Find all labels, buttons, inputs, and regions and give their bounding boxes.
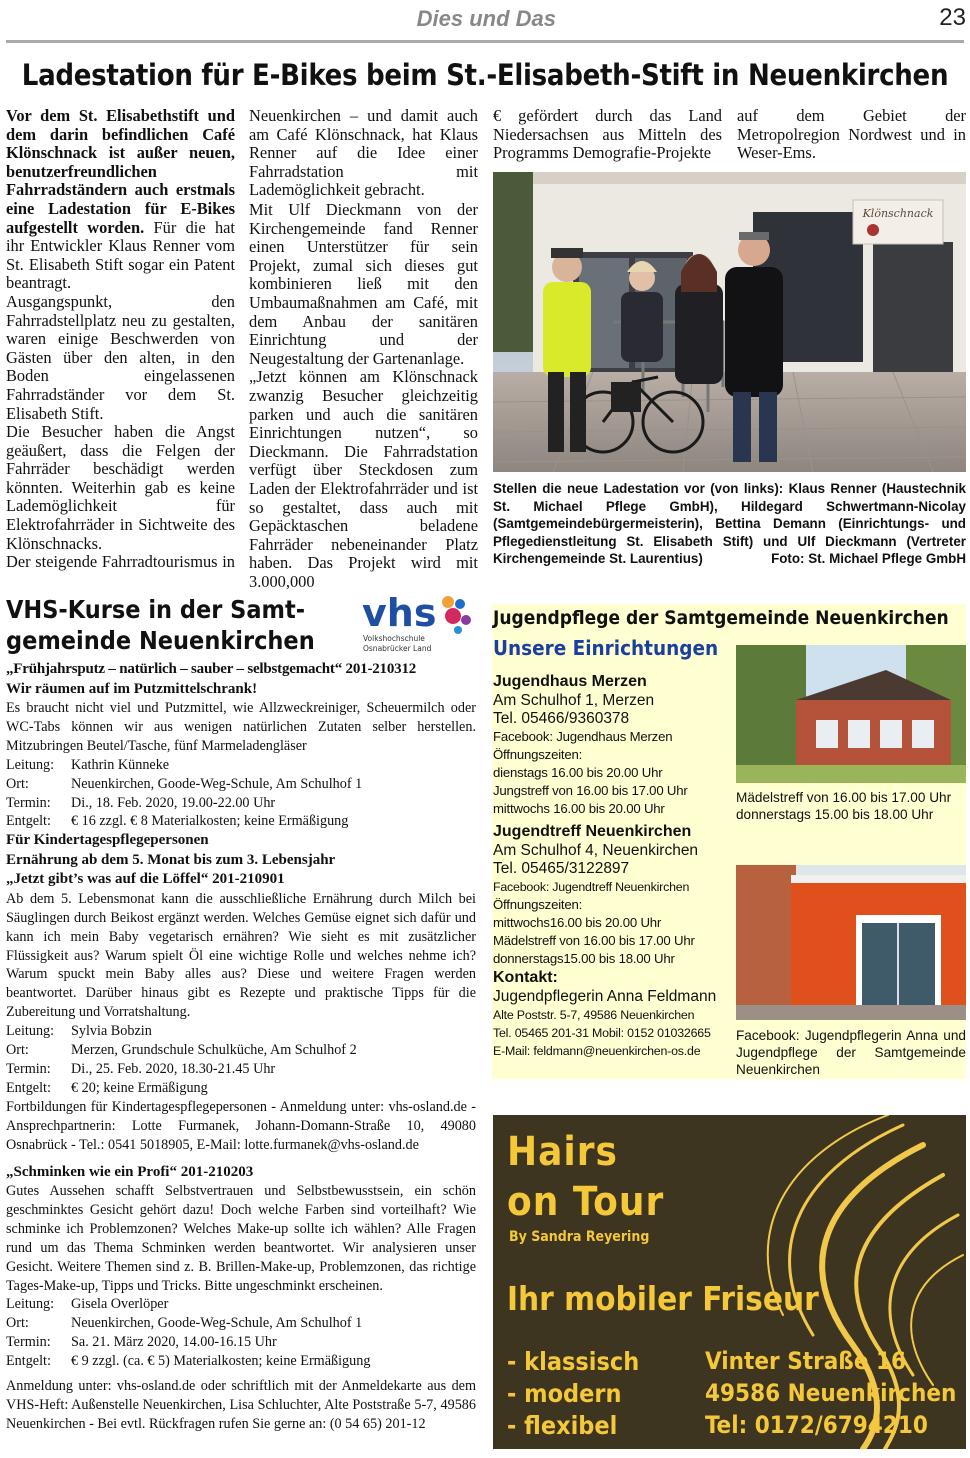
hours-line: mittwochs16.00 bis 20.00 Uhr	[493, 915, 662, 930]
ad-phone: Tel: 0172/6794210	[705, 1411, 928, 1439]
facility-name: Jugendhaus Merzen	[493, 673, 647, 690]
header-divider	[6, 40, 964, 43]
course-details	[6, 756, 362, 832]
ad-bullet: - flexibel	[507, 1411, 618, 1440]
course-heading: „Frühjahrsputz – natürlich – sauber – selbstgemacht“ 201-210312	[6, 661, 417, 677]
contact-label: Kontakt:	[493, 969, 558, 986]
jugendpflege-details	[493, 672, 733, 1060]
photo-caption	[493, 480, 966, 568]
photo-illustration	[736, 645, 966, 783]
detail-value: Di., 25. Feb. 2020, 18.30-21.45 Uhr	[71, 1061, 276, 1077]
article-column-4	[737, 107, 966, 163]
vhs-logo-subtitle: Osnabrücker Land	[363, 644, 432, 653]
ad-headline: Ihr mobiler Friseur	[507, 1279, 819, 1318]
detail-value: € 20; keine Ermäßigung	[71, 1079, 208, 1096]
article-photo	[493, 172, 966, 472]
registration-note: Anmeldung unter: vhs-osland.de oder schriftlich mit der Anmeldekarte aus dem VHS-Heft: Außenstelle Neuenkirchen, Lisa Schluchter, Alte Poststraße 5-7, 49586 Neuenkirchen - Bei evtl. Rückfragen rufen Sie gerne an: (0 54 65) 201-12	[6, 1378, 476, 1432]
photo-illustration	[493, 172, 966, 472]
photo-credit: Foto: St. Michael Pflege GmbH	[771, 551, 966, 567]
course-subheading: „Jetzt gibt’s was auf die Löffel“ 201-210901	[6, 871, 285, 888]
person-3	[675, 254, 723, 384]
contact-name: Jugendpflegerin Anna Feldmann	[493, 988, 717, 1005]
detail-label: Leitung:	[6, 1023, 55, 1040]
article-paragraph: Mit Ulf Dieckmann von der Kirchengemeinde fand Renner einen Unterstützer für sein Projekt, zumal sich dieses gut kombinieren ließ mit den Umbaumaßnahmen am Café, mit dem Anbau der sanitären Einrichtung und der Neugestaltung der Gartenanlage.	[249, 200, 478, 368]
hours-line: dienstags 16.00 bis 20.00 Uhr	[493, 765, 663, 780]
hours-line: Jungstreff von 16.00 bis 17.00 Uhr	[493, 783, 688, 798]
facility-address: Am Schulhof 4, Neuenkirchen	[493, 842, 699, 859]
ad-bullet: - klassisch	[507, 1347, 640, 1376]
detail-value: Sylvia Bobzin	[71, 1023, 152, 1040]
facility-facebook: Facebook: Jugendtreff Neuenkirchen	[493, 880, 690, 894]
hours-line: donnerstags 15.00 bis 18.00 Uhr	[736, 807, 934, 822]
course-subheading: Wir räumen auf im Putzmittelschrank!	[6, 680, 258, 697]
detail-label: Entgelt:	[6, 1353, 51, 1370]
page-number: 23	[939, 4, 966, 31]
article-paragraph: € gefördert durch das Land Niedersachsen aus Mitteln des Programms Demografie-Projekte	[493, 106, 722, 163]
contact-facebook: Facebook: Jugendpflegerin Anna und Jugendpflege der Samtgemeinde Neuenkirchen	[736, 1028, 966, 1077]
article-column-3	[493, 107, 722, 163]
ad-street: Vinter Straße 16	[705, 1347, 907, 1375]
hairs-on-tour-ad	[493, 1115, 966, 1449]
hours-label: Öffnungszeiten:	[493, 747, 583, 762]
jugendpflege-subtitle: Unsere Einrichtungen	[493, 636, 719, 660]
vhs-logo	[362, 590, 474, 654]
article-paragraph: Für die hat ihr Entwickler Klaus Renner vom St. Elisabeth Stift sogar ein Patent beantragt.	[6, 217, 235, 293]
jugendpflege-title: Jugendpflege der Samtgemeinde Neuenkirchen	[493, 607, 949, 629]
detail-value: Sa. 21. März 2020, 14.00-16.15 Uhr	[71, 1334, 277, 1351]
vhs-logo-wordmark: vhs	[362, 591, 437, 635]
detail-label: Leitung:	[6, 1296, 55, 1313]
section-label: Dies und Das	[416, 6, 556, 31]
ad-byline: By Sandra Reyering	[509, 1229, 650, 1245]
hours-line: Mädelstreff von 16.00 bis 17.00 Uhr	[736, 790, 952, 805]
article-paragraph: Ausgangspunkt, den Fahrradstellplatz neu zu gestalten, waren einige Beschwerden von Gästen über den alten, in den Boden eingelassenen Fahrradständer vor dem St. Elisabeth Stift.	[6, 291, 235, 423]
facility-phone: Tel. 05466/9360378	[493, 710, 630, 727]
detail-label: Termin:	[6, 794, 51, 811]
article-paragraph: Die Besucher haben die Angst geäußert, dass die Felgen der Fahrräder beschädigt werden könnten. Weiterhin gab es keine Lademöglichkeit für Elektrofahrräder in Sichtweite des Klönschnacks.	[6, 422, 235, 553]
article-paragraph: „Jetzt können am Klönschnack zwanzig Besucher gleichzeitig parken und auch die sanitären Einrichtungen nutzen“, so Dieckmann. Die Fahrradstation verfügt über Steckdosen zum Laden der Elektrofahrräder und ist so gestaltet, dass auch mit Gepäcktaschen beladene Fahrräder nebeneinander Platz haben. Das Projekt wird mit 3.000,000	[249, 367, 478, 591]
detail-label: Termin:	[6, 1334, 51, 1351]
jugendhaus-merzen-extra-hours	[736, 789, 966, 823]
article-paragraph: auf dem Gebiet der Metropolregion Nordwest und in Weser-Ems.	[737, 106, 966, 163]
contact-address: Alte Poststr. 5-7, 49586 Neuenkirchen	[493, 1008, 695, 1022]
course-heading: Für Kindertagespflegepersonen	[6, 832, 209, 849]
detail-label: Ort:	[6, 1042, 29, 1059]
hours-line: mittwochs 16.00 bis 20.00 Uhr	[493, 801, 665, 816]
course-details	[6, 1022, 357, 1098]
vhs-title-line: VHS-Kurse in der Samt-	[6, 595, 306, 624]
course-description: Ab dem 5. Lebensmonat kann die ausschließliche Ernährung durch Milch bei Säuglingen durch Beikost ergänzt werden. Welches Gemüse eignet sich dafür und kann ich mein Baby vegetarisch ernähren? Wie sieht es mit zusätzlicher Flüssigkeit aus? Warum spielt Öl eine wichtige Rolle und welches nehme ich? Warum spuckt mein Baby alles aus? Diese und weitere Fragen werden beantwortet. Darüber hinaus gibt es Rezepte und praktische Tipps für die Zubereitung und Vorratshaltung.	[6, 890, 476, 1021]
detail-label: Ort:	[6, 775, 29, 792]
detail-value: Kathrin Künneke	[71, 756, 170, 773]
contact-email: E-Mail: feldmann@neuenkirchen-os.de	[493, 1044, 701, 1058]
course-subheading: Ernährung ab dem 5. Monat bis zum 3. Lebensjahr	[6, 851, 336, 868]
hours-label: Öffnungszeiten:	[493, 897, 583, 912]
facility-phone: Tel. 05465/3122897	[493, 860, 630, 877]
detail-label: Ort:	[6, 1315, 29, 1332]
course-note: Fortbildungen für Kindertagespflegepersonen - Anmeldung unter: vhs-osland.de - Ansprechpartnerin: Lotte Furmanek, Johann-Domann-Straße 10, 49080 Osnabrück - Tel.: 0541 5018905, E-Mail: lotte.furmanek@vhs-osland.de	[6, 1098, 476, 1153]
article-title: Ladestation für E-Bikes beim St.-Elisabeth-Stift in Neuenkirchen	[21, 58, 949, 92]
detail-label: Entgelt:	[6, 1079, 51, 1096]
article-column-2	[249, 107, 478, 591]
hours-line: Mädelstreff von 16.00 bis 17.00 Uhr	[493, 933, 695, 948]
detail-value: Neuenkirchen, Goode-Weg-Schule, Am Schulhof 1	[71, 1315, 363, 1332]
ad-title-line: on Tour	[507, 1179, 665, 1225]
detail-value: Di., 18. Feb. 2020, 19.00-22.00 Uhr	[71, 794, 276, 811]
detail-value: € 16 zzgl. € 8 Materialkosten; keine Ermäßigung	[71, 813, 349, 830]
facility-name: Jugendtreff Neuenkirchen	[493, 823, 692, 840]
detail-label: Leitung:	[6, 756, 55, 773]
article-paragraph-continued: Neuenkirchen – und damit auch am Café Klönschnack, hat Klaus Renner auf die Idee einer Fahrradstation mit Lademöglichkeit gebracht.	[249, 107, 478, 200]
course-details	[6, 1295, 370, 1371]
ad-title-line: Hairs	[507, 1129, 618, 1175]
article-lead: Vor dem St. Elisabethstift und dem darin befindlichen Café Klönschnack ist außer neuen, benutzerfreundlichen Fahrradständern auch erstmals eine Ladestation für E-Bikes aufgestellt worden.	[6, 106, 235, 237]
vhs-section-title	[6, 594, 346, 656]
course-description: Gutes Aussehen schafft Selbstvertrauen und Selbstbewusstsein, ein schön geschminktes Gesicht gehört dazu! Doch welche Farben sind vorteilhaft? Wie schminke ich Problemzonen? Welches Make-up sollte ich wählen? Alle Fragen rund um das Thema Schminken werden beantwortet. Wir analysieren unser Gesicht. Weitere Themen sind z. B. Brillen-Make-up, Problemzonen, das richtige Tages-Make-up, Tipps und Tricks. Bitte ungeschminkt erscheinen.	[6, 1183, 476, 1294]
detail-value: Merzen, Grundschule Schulküche, Am Schulhof 2	[71, 1042, 357, 1059]
vhs-courses	[6, 660, 476, 1434]
article-column-1	[6, 107, 235, 572]
article-continuation	[249, 107, 478, 201]
course-heading: „Schminken wie ein Profi“ 201-210203	[6, 1163, 254, 1180]
contact-phones: Tel. 05465 201-31 Mobil: 0152 01032665	[493, 1026, 711, 1040]
course-description: Es braucht nicht viel und Putzmittel, wie Allzweckreiniger, Scheuermilch oder WC-Tabs können wir aus wenigen natürlichen Zutaten selber herstellen. Mitzubringen Beutel/Tasche, fünf Marmeladengläser	[6, 700, 476, 754]
ad-bullet: - modern	[507, 1379, 622, 1408]
detail-value: Neuenkirchen, Goode-Weg-Schule, Am Schulhof 1	[71, 775, 363, 792]
ad-city: 49586 Neuenkirchen	[705, 1379, 957, 1407]
caption-text: Stellen die neue Ladestation vor (von links): Klaus Renner (Haustechnik St. Michael Pflege GmbH), Hildegard Schwertmann-Nicolay (Samtgemeindebürgermeisterin), Bettina Demann (Einrichtungs- und Pflegedienstleitung St. Elisabeth Stift) und Ulf Dieckmann (Vertreter Kirchengemeinde St. Laurentius)	[493, 481, 966, 567]
detail-label: Termin:	[6, 1061, 51, 1077]
spacer	[6, 1155, 476, 1163]
facility-facebook: Facebook: Jugendhaus Merzen	[493, 729, 673, 744]
cafe-sign-text: Klönschnack	[862, 207, 934, 220]
detail-label: Entgelt:	[6, 813, 51, 830]
detail-value: Gisela Overlöper	[71, 1296, 169, 1313]
facility-address: Am Schulhof 1, Merzen	[493, 692, 655, 709]
vhs-title-line: gemeinde Neuenkirchen	[6, 626, 315, 655]
vhs-logo-graphic	[362, 590, 474, 654]
detail-value: € 9 zzgl. (ca. € 5) Materialkosten; keine Ermäßigung	[71, 1353, 371, 1370]
article-paragraph: Der steigende Fahrradtourismus in	[6, 553, 235, 572]
jugendtreff-neuenkirchen-photo	[736, 865, 966, 1020]
photo-illustration	[736, 865, 966, 1020]
vhs-logo-subtitle: Volkshochschule	[363, 634, 425, 643]
jugendhaus-merzen-photo	[736, 645, 966, 783]
hours-line: donnerstags15.00 bis 18.00 Uhr	[493, 951, 675, 966]
